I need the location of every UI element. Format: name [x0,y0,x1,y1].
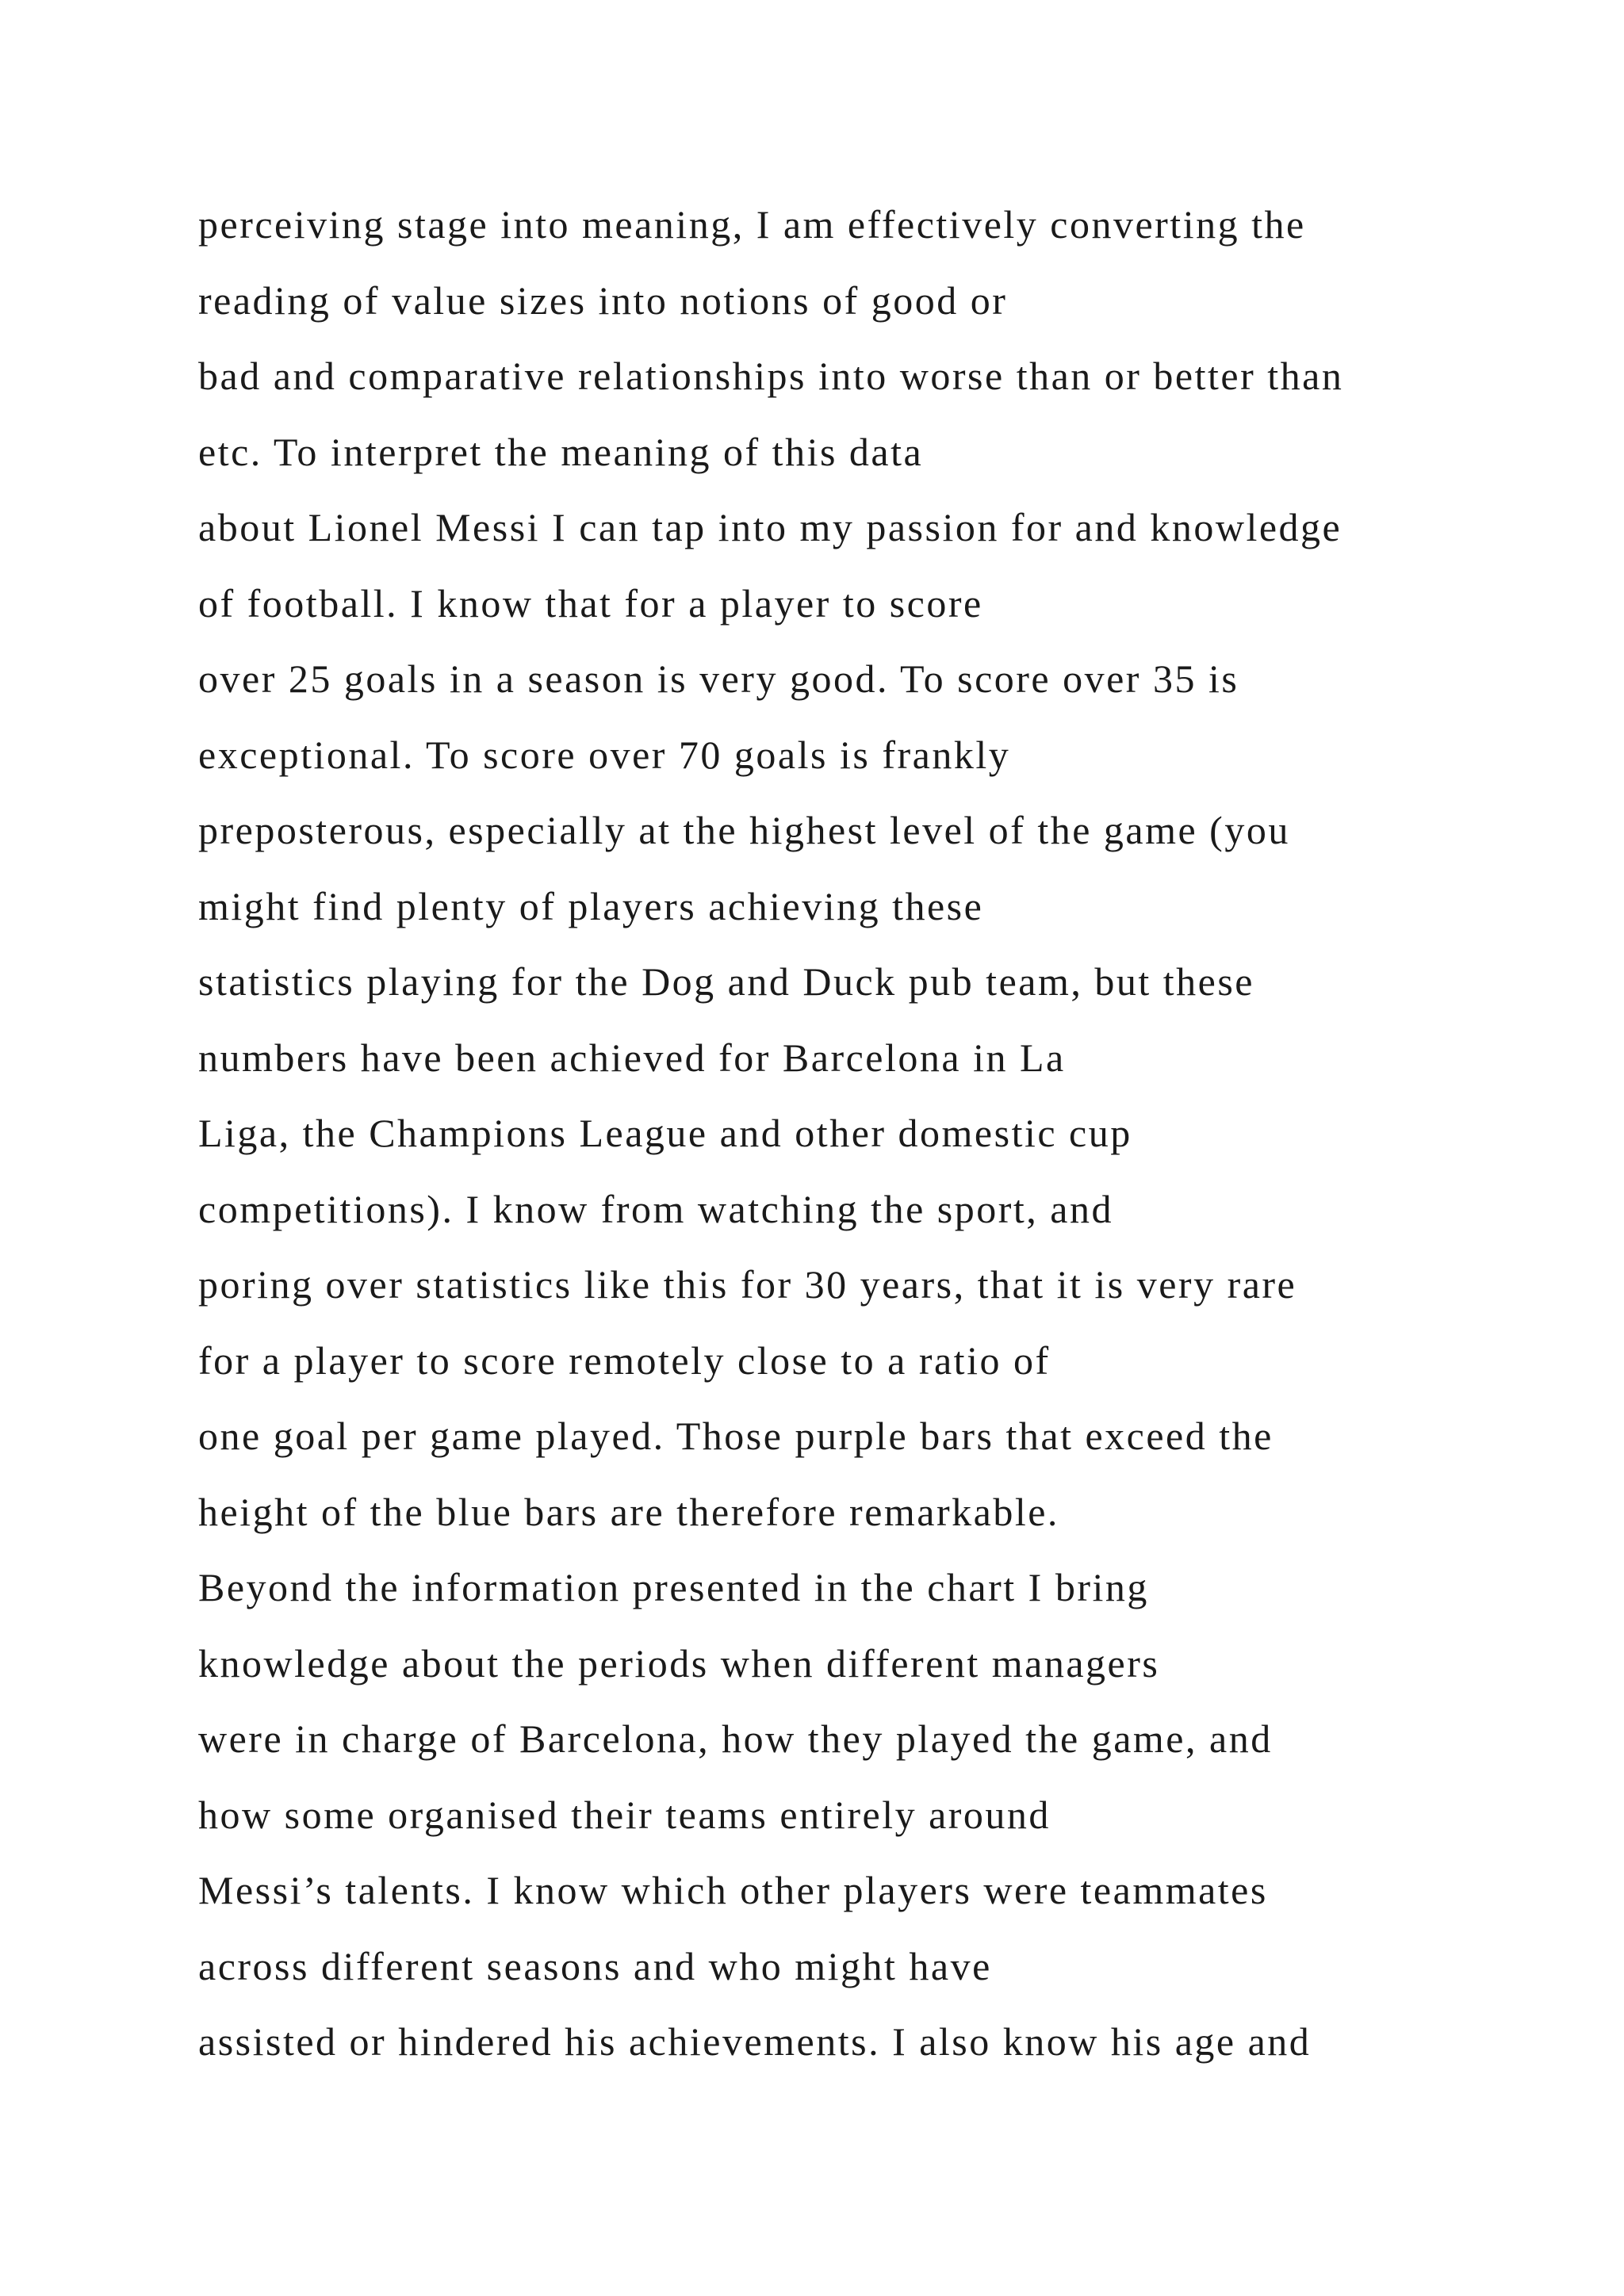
text-line: Beyond the information presented in the chart I bring [198,1565,1149,1609]
text-line: assisted or hindered his achievements. I also know his age and [198,2019,1312,2064]
text-line: preposterous, especially at the highest level of the game (you [198,808,1290,852]
text-line: knowledge about the periods when different managers [198,1640,1160,1686]
text-line: Messi’s talents. I know which other players were teammates [198,1868,1268,1912]
text-line: were in charge of Barcelona, how they played the game, and [198,1716,1273,1761]
body-text [198,189,1546,2082]
text-line: of football. I know that for a player to score [198,580,983,626]
text-line: competitions). I know from watching the sport, and [198,1186,1113,1231]
text-line: might find plenty of players achieving these [198,883,984,928]
text-line: height of the blue bars are therefore remarkable. [198,1489,1059,1534]
text-line: about Lionel Messi I can tap into my passion for and knowledge [198,505,1342,549]
text-line: across different seasons and who might have [198,1943,992,1988]
text-line: Liga, the Champions League and other domestic cup [198,1111,1132,1155]
text-line: over 25 goals in a season is very good. To score over 35 is [198,656,1239,701]
text-line: numbers have been achieved for Barcelona in La [198,1035,1066,1080]
text-line: exceptional. To score over 70 goals is frankly [198,732,1011,777]
text-line: statistics playing for the Dog and Duck pub team, but these [198,959,1254,1004]
text-line: one goal per game played. Those purple bars that exceed the [198,1414,1274,1458]
text-line: for a player to score remotely close to a ratio of [198,1337,1051,1383]
text-line: bad and comparative relationships into worse than or better than [198,354,1344,398]
text-line: how some organised their teams entirely around [198,1792,1051,1837]
text-line: poring over statistics like this for 30 years, that it is very rare [198,1262,1297,1307]
text-line: etc. To interpret the meaning of this data [198,429,924,474]
text-line: perceiving stage into meaning, I am effectively converting the [198,202,1306,247]
text-line: reading of value sizes into notions of good or [198,277,1008,323]
